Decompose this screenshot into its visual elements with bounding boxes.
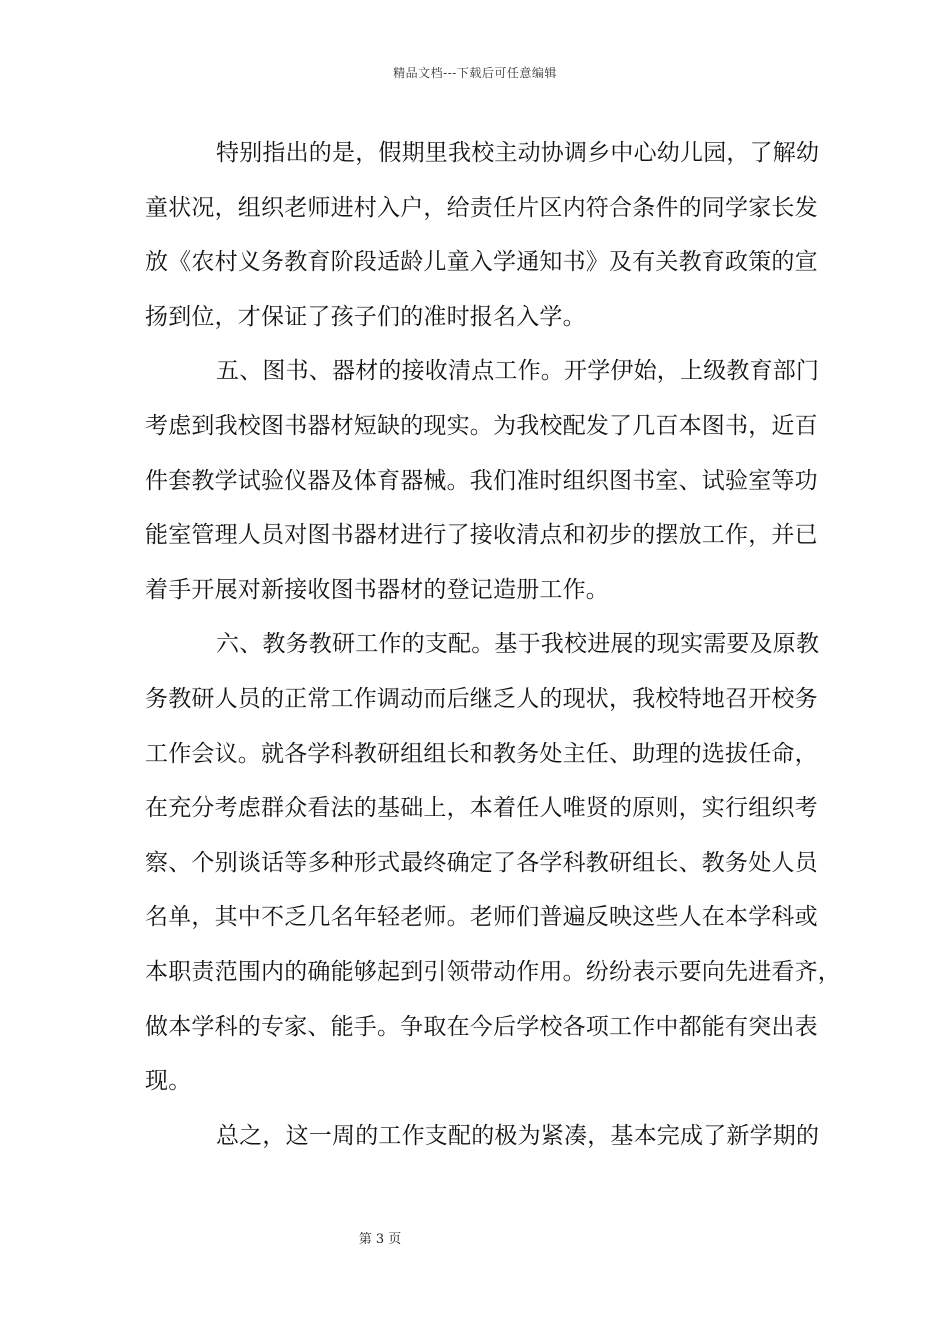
paragraph-line: 扬到位，才保证了孩子们的准时报名入学。 bbox=[145, 303, 586, 330]
page-number: 第 3 页 bbox=[358, 1232, 402, 1247]
paragraph-line: 务教研人员的正常工作调动而后继乏人的现状，我校特地召开校务 bbox=[145, 685, 818, 712]
paragraph-line: 本职责范围内的确能够起到引领带动作用。纷纷表示要向先进看齐， bbox=[145, 958, 841, 985]
paragraph-line: 工作会议。就各学科教研组组长和教务处主任、助理的选拔任命， bbox=[145, 740, 818, 767]
paragraph-line: 能室管理人员对图书器材进行了接收清点和初步的摆放工作，并已 bbox=[145, 522, 818, 549]
paragraph-line: 做本学科的专家、能手。争取在今后学校各项工作中都能有突出表 bbox=[145, 1013, 818, 1040]
paragraph-line: 六、教务教研工作的支配。基于我校进展的现实需要及原教 bbox=[216, 631, 820, 658]
paragraph-line: 考虑到我校图书器材短缺的现实。为我校配发了几百本图书，近百 bbox=[145, 412, 818, 439]
paragraph-line: 着手开展对新接收图书器材的登记造册工作。 bbox=[145, 576, 609, 603]
paragraph-line: 察、个别谈话等多种形式最终确定了各学科教研组长、教务处人员 bbox=[145, 849, 818, 876]
paragraph-line: 放《农村义务教育阶段适龄儿童入学通知书》及有关教育政策的宣 bbox=[145, 249, 818, 276]
paragraph-line: 名单，其中不乏几名年轻老师。老师们普遍反映这些人在本学科或 bbox=[145, 904, 818, 931]
page-header: 精品文档---下载后可任意编辑 bbox=[393, 66, 557, 80]
paragraph-line: 件套教学试验仪器及体育器械。我们准时组织图书室、试验室等功 bbox=[145, 467, 818, 494]
paragraph-line: 总之，这一周的工作支配的极为紧凑，基本完成了新学期的 bbox=[216, 1122, 820, 1149]
document-body bbox=[145, 135, 841, 1172]
paragraph-line: 现。 bbox=[145, 1068, 192, 1095]
paragraph-line: 五、图书、器材的接收清点工作。开学伊始，上级教育部门 bbox=[216, 358, 820, 385]
paragraph-line: 在充分考虑群众看法的基础上，本着任人唯贤的原则，实行组织考 bbox=[145, 795, 818, 822]
paragraph-line: 特别指出的是，假期里我校主动协调乡中心幼儿园，了解幼 bbox=[216, 140, 820, 166]
paragraph-line: 童状况，组织老师进村入户，给责任片区内符合条件的同学家长发 bbox=[145, 194, 818, 221]
